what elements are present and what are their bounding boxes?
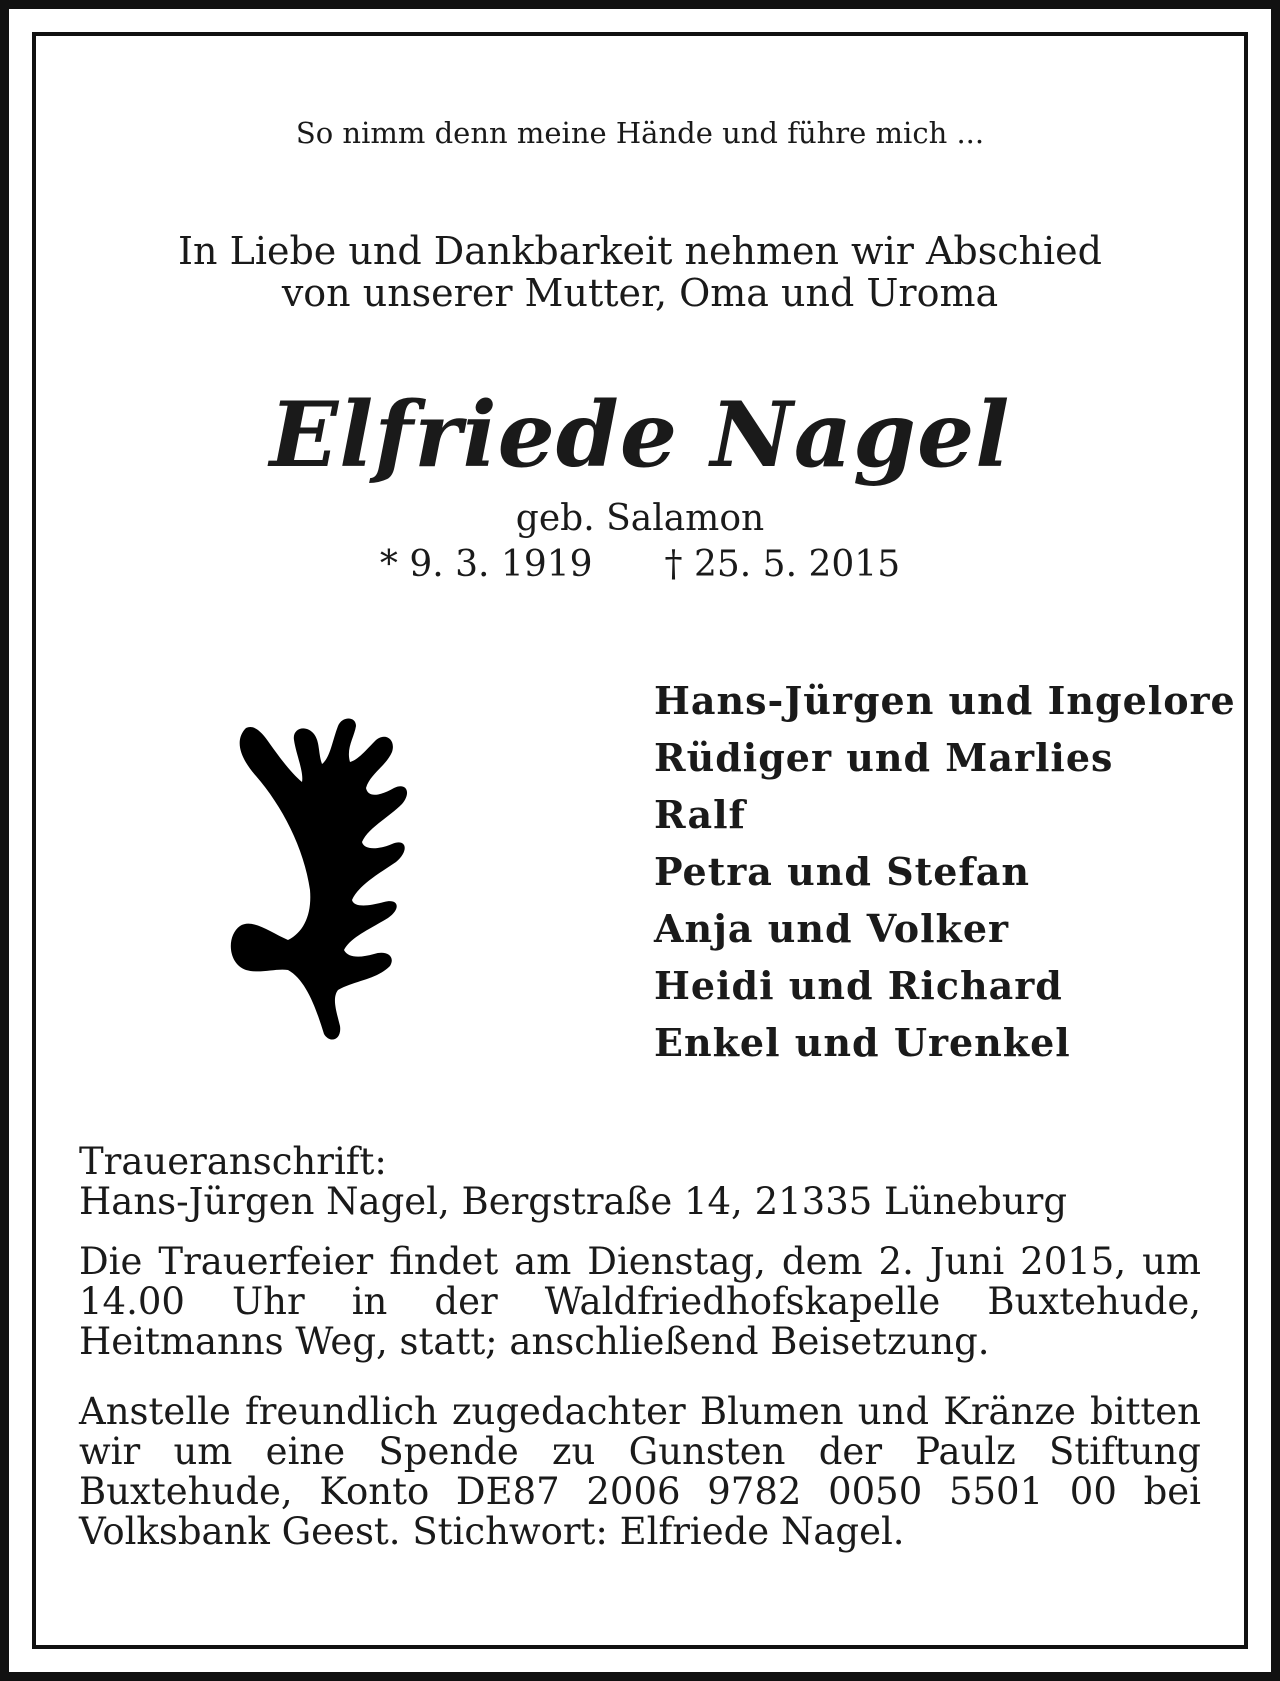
family-member: Enkel und Urenkel bbox=[654, 1020, 1071, 1065]
birth-date: * 9. 3. 1919 bbox=[379, 544, 593, 585]
family-list bbox=[654, 672, 1236, 1071]
intro-line-1: In Liebe und Dankbarkeit nehmen wir Abschied bbox=[178, 229, 1102, 273]
life-dates bbox=[0, 544, 1280, 585]
family-member: Hans-Jürgen und Ingelore bbox=[654, 678, 1236, 723]
address-label: Traueranschrift: bbox=[79, 1140, 387, 1183]
deceased-name: Elfriede Nagel bbox=[269, 382, 1011, 488]
address-value: Hans-Jürgen Nagel, Bergstraße 14, 21335 Lüneburg bbox=[79, 1180, 1068, 1223]
intro-line-2: von unserer Mutter, Oma und Uroma bbox=[281, 271, 999, 315]
family-member: Heidi und Richard bbox=[654, 963, 1063, 1008]
family-member: Rüdiger und Marlies bbox=[654, 735, 1114, 780]
mourning-address bbox=[79, 1142, 1201, 1222]
death-date: † 25. 5. 2015 bbox=[664, 544, 901, 585]
intro-text bbox=[0, 230, 1280, 314]
motto-verse: So nimm denn meine Hände und führe mich ... bbox=[295, 116, 985, 150]
birth-name: geb. Salamon bbox=[515, 498, 765, 539]
ceremony-notice: Die Trauerfeier findet am Dienstag, dem 2. Juni 2015, um 14.00 Uhr in der Waldfriedhofskapelle Buxtehude, Heitmanns Weg, statt; anschließend Beisetzung. bbox=[79, 1240, 1201, 1363]
donation-notice: Anstelle freundlich zugedachter Blumen und Kränze bitten wir um eine Spende zu Gunsten der Paulz Stiftung Buxtehude, Konto DE87 2006 9782 0050 5501 00 bei Volksbank Geest. Stichwort: Elfriede Nagel. bbox=[79, 1390, 1201, 1553]
family-member: Ralf bbox=[654, 792, 746, 837]
family-member: Anja und Volker bbox=[654, 906, 1010, 951]
eagle-wing-icon bbox=[226, 718, 456, 1048]
family-member: Petra und Stefan bbox=[654, 849, 1030, 894]
